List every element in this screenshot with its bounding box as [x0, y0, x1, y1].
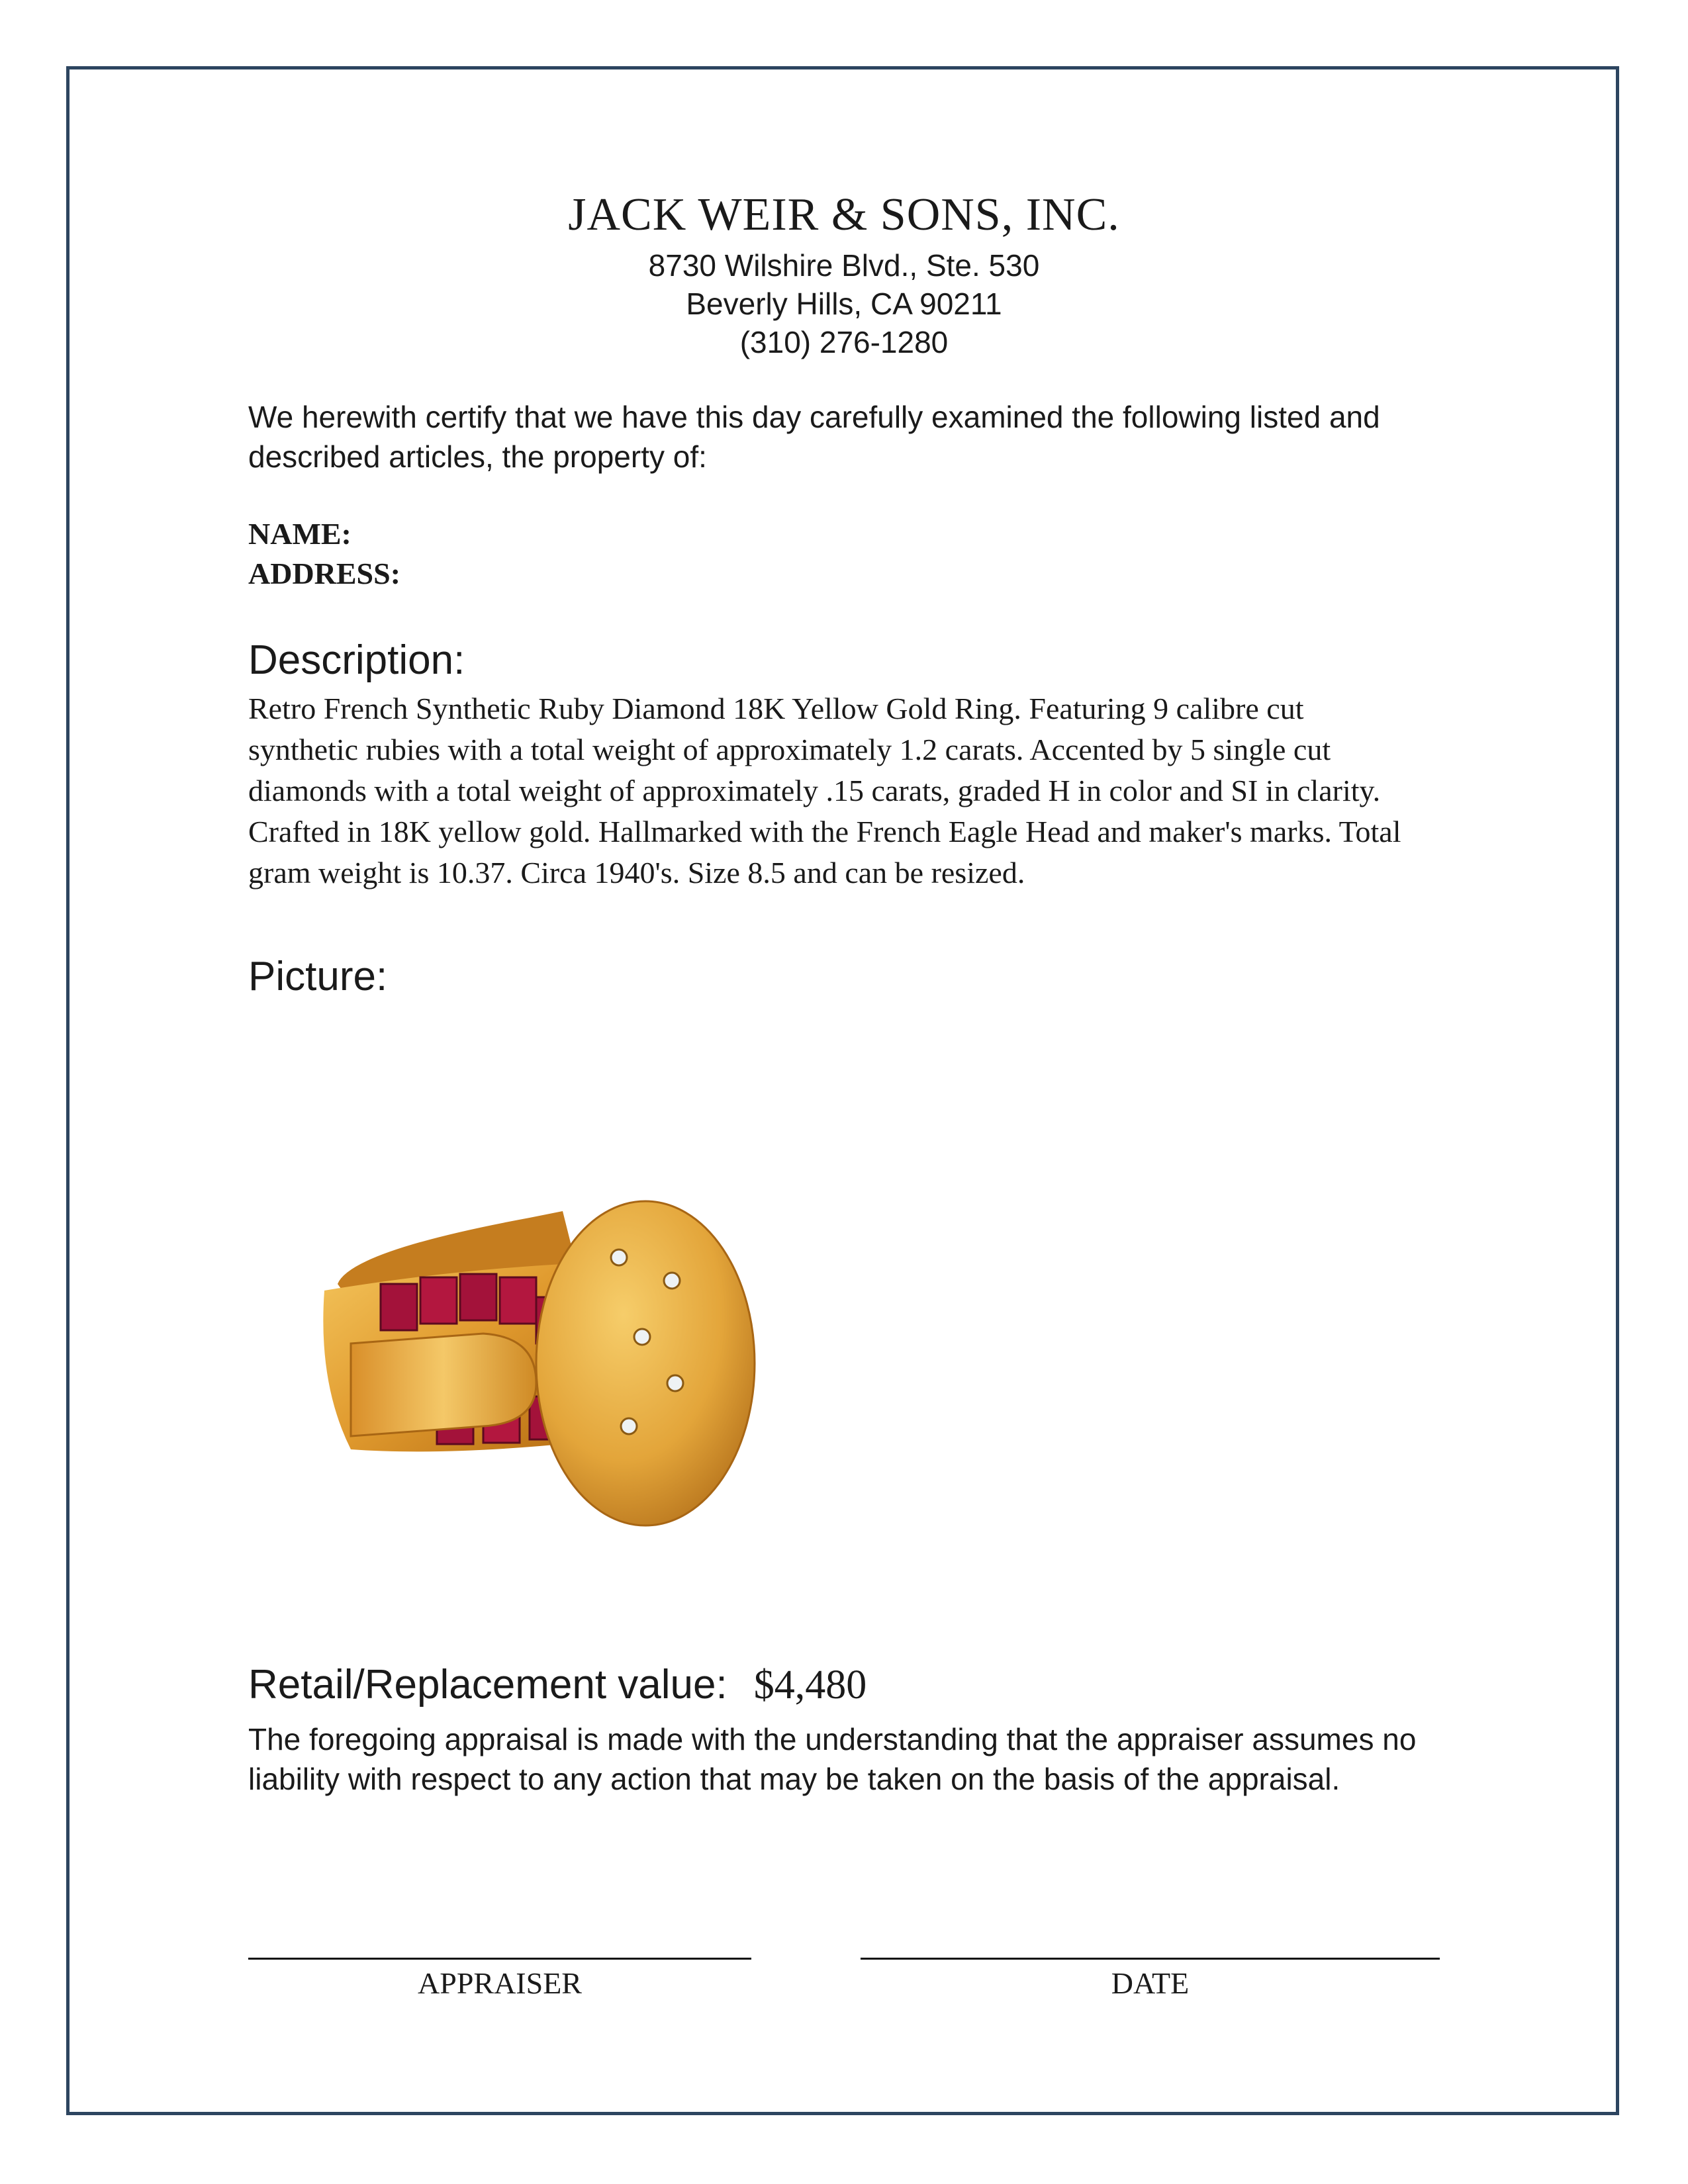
- ring-picture: [311, 1165, 814, 1535]
- appraiser-label: APPRAISER: [418, 1966, 582, 2000]
- address-label: ADDRESS:: [248, 557, 401, 590]
- description-body: Retro French Synthetic Ruby Diamond 18K Yellow Gold Ring. Featuring 9 calibre cut synthetic rubies with a total weight of approximately 1.2 carats. Accented by 5 single cut diamonds with a total weight of approximately .15 carats, graded H in color and SI in clarity. Crafted in 18K yellow gold. Hallmarked with the French Eagle Head and maker's marks. Total gram weight is 10.37. Circa 1940's. Size 8.5 and can be resized.: [248, 692, 1401, 889]
- date-signature-line: [861, 1958, 1440, 1960]
- star-disc: [536, 1201, 755, 1525]
- buckle-plate: [351, 1334, 536, 1436]
- value-label: Retail/Replacement value:: [248, 1662, 727, 1707]
- appraiser-signature-line: [248, 1958, 751, 1960]
- company-address-line2: Beverly Hills, CA 90211: [686, 287, 1002, 321]
- certification-statement: We herewith certify that we have this day carefully examined the following listed and described articles, the property of:: [248, 400, 1380, 474]
- company-address-line1: 8730 Wilshire Blvd., Ste. 530: [648, 248, 1040, 283]
- company-phone: (310) 276-1280: [739, 325, 949, 359]
- value-amount: $4,480: [753, 1662, 867, 1707]
- description-heading: Description:: [248, 637, 465, 683]
- company-name: JACK WEIR & SONS, INC.: [568, 189, 1120, 240]
- value-line: [248, 1661, 1453, 1709]
- disclaimer-text: The foregoing appraisal is made with the understanding that the appraiser assumes no liability with respect to any action that may be taken on the basis of the appraisal.: [248, 1722, 1417, 1796]
- date-label: DATE: [1111, 1966, 1190, 2000]
- name-label: NAME:: [248, 517, 352, 551]
- picture-heading: Picture:: [248, 954, 388, 999]
- page-border: [66, 66, 1619, 2115]
